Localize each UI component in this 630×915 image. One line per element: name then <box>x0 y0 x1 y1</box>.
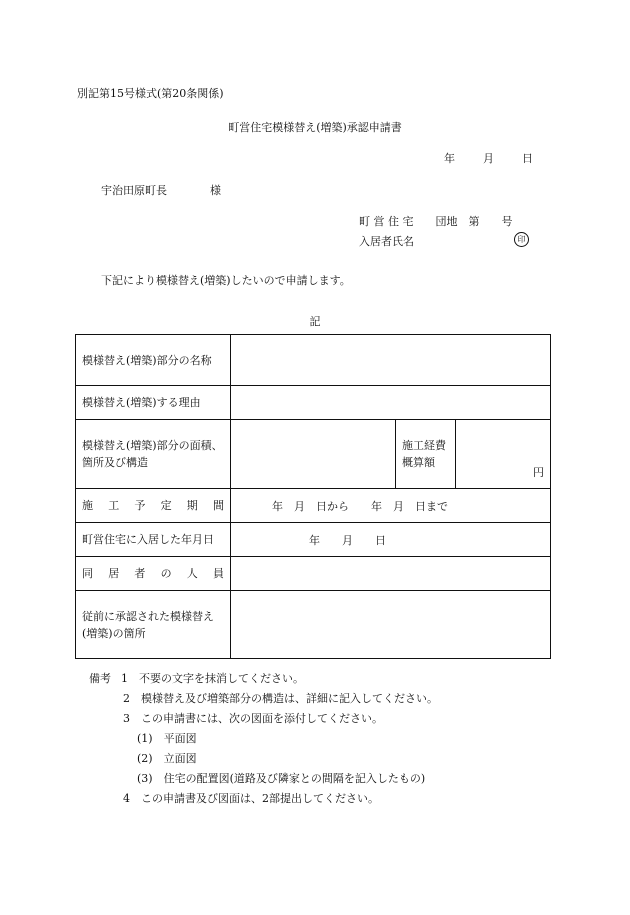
row-label-name: 模様替え(増築)部分の名称 <box>76 335 231 386</box>
addressee <box>101 182 221 198</box>
note-item: (3) 住宅の配置図(道路及び隣家との間隔を記入したもの) <box>137 772 426 785</box>
field-cost[interactable] <box>456 420 551 489</box>
cohabitant-char: 人 <box>186 567 198 580</box>
ki-heading: 記 <box>309 315 321 328</box>
field-reason[interactable] <box>231 386 551 420</box>
cohabitant-char: 同 <box>82 567 93 580</box>
application-table <box>75 334 551 659</box>
note-item: 3 この申請書には、次の図面を添付してください。 <box>123 712 383 725</box>
date-line <box>444 150 533 166</box>
note-item <box>89 669 438 689</box>
field-cohabitants[interactable] <box>231 557 551 591</box>
period-char: 間 <box>212 499 224 512</box>
field-name[interactable] <box>231 335 551 386</box>
note-text: 1 不要の文字を抹消してください。 <box>121 672 304 685</box>
date-month: 月 <box>483 152 494 165</box>
applicant-name-label: 入居者氏名 <box>359 235 414 248</box>
table-row <box>76 523 551 557</box>
addressee-honorific: 様 <box>210 184 221 197</box>
table-row <box>76 335 551 386</box>
table-row <box>76 420 551 489</box>
table-row <box>76 489 551 523</box>
document-title: 町営住宅模様替え(増築)承認申請書 <box>228 121 402 134</box>
note-item: (2) 立面図 <box>137 752 197 765</box>
yen-unit: 円 <box>533 466 545 479</box>
field-area[interactable] <box>231 420 396 489</box>
notes-heading: 備考 <box>89 672 111 685</box>
cohabitant-char: 員 <box>212 567 224 580</box>
applicant-housing: 町 営 住 宅 団地 第 号 <box>359 215 513 228</box>
period-char: 予 <box>134 499 146 512</box>
intro-text: 下記により模様替え(増築)したいので申請します。 <box>101 274 351 287</box>
note-item: 4 この申請書及び図面は、2部提出してください。 <box>123 792 379 805</box>
note-item: (1) 平面図 <box>137 732 197 745</box>
row-label-reason: 模様替え(増築)する理由 <box>76 386 231 420</box>
addressee-name: 宇治田原町長 <box>101 184 167 197</box>
table-row <box>76 386 551 420</box>
notes-section <box>89 669 438 809</box>
cost-label: 施工経費概算額 <box>396 420 456 489</box>
row-label-previous-approval: 従前に承認された模様替え(増築)の箇所 <box>76 591 231 659</box>
cohabitant-char: 者 <box>134 567 146 580</box>
date-day: 日 <box>522 152 533 165</box>
row-label-area: 模様替え(増築)部分の面積、箇所及び構造 <box>76 420 231 489</box>
cohabitant-char: の <box>160 567 172 580</box>
field-period[interactable]: 年 月 日から 年 月 日まで <box>231 489 551 523</box>
cohabitant-char: 居 <box>108 567 120 580</box>
date-year: 年 <box>444 152 455 165</box>
period-char: 期 <box>186 499 198 512</box>
field-move-in-date[interactable]: 年 月 日 <box>231 523 551 557</box>
seal-mark: 印 <box>514 232 529 247</box>
period-char: 工 <box>108 499 120 512</box>
table-row <box>76 591 551 659</box>
row-label-cohabitants <box>76 557 231 591</box>
form-number: 別記第15号様式(第20条関係) <box>77 87 224 100</box>
row-label-move-in-date: 町営住宅に入居した年月日 <box>76 523 231 557</box>
period-char: 定 <box>160 499 172 512</box>
period-char: 施 <box>82 499 93 512</box>
table-row <box>76 557 551 591</box>
field-previous-approval[interactable] <box>231 591 551 659</box>
row-label-period <box>76 489 231 523</box>
note-item: 2 模様替え及び増築部分の構造は、詳細に記入してください。 <box>123 692 438 705</box>
